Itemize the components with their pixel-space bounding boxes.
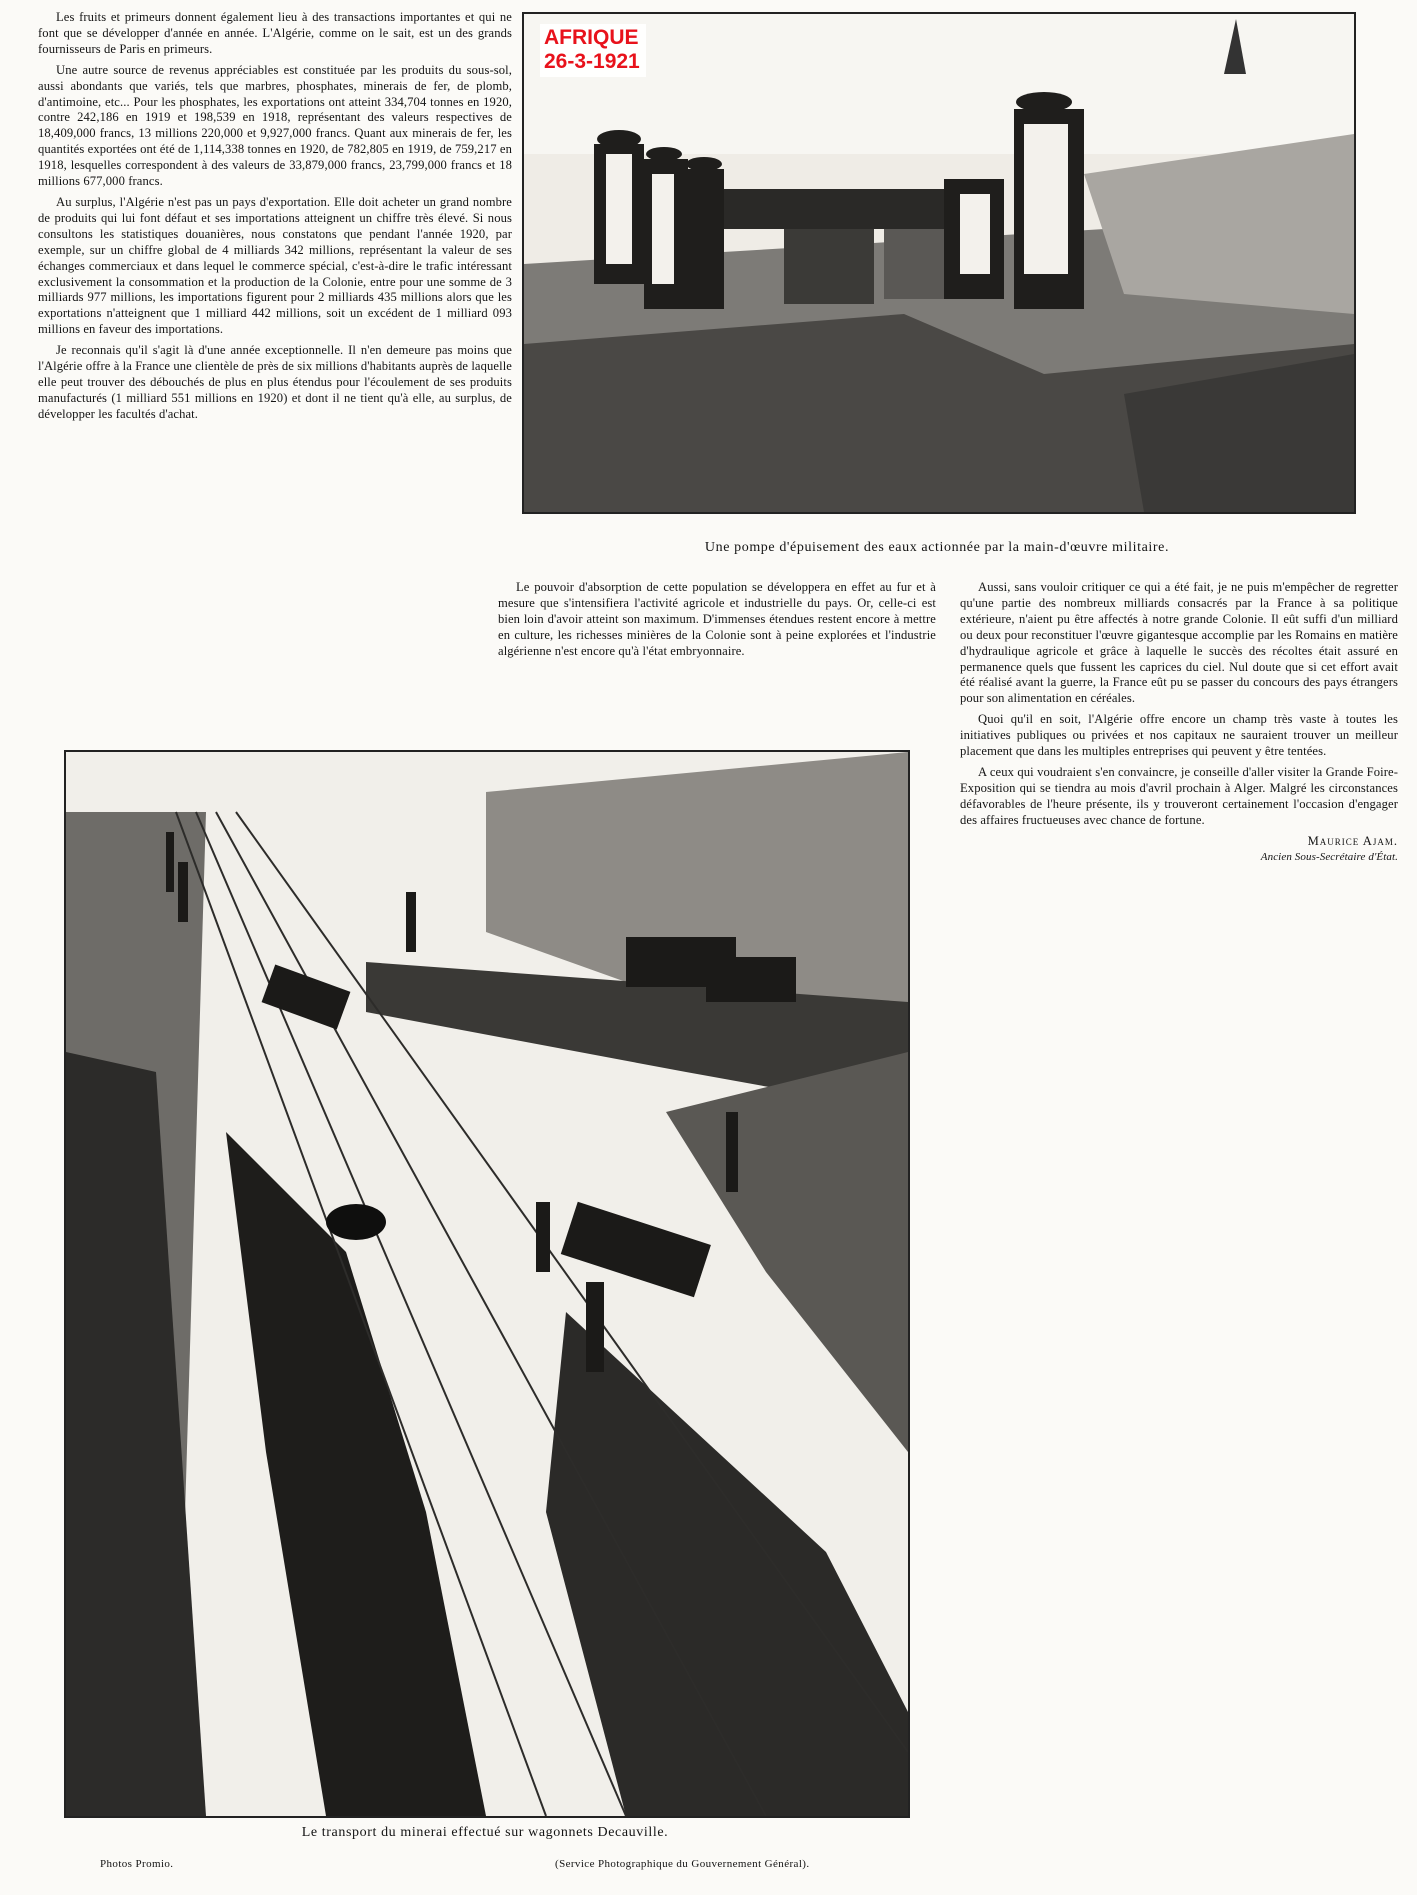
paragraph: Au surplus, l'Algérie n'est pas un pays d'exportation. Elle doit acheter un grand nombre de produits qui lui font défaut et ses importations atteignent un chiffre très élevé. Si nous consultons les statistiques douanières, nous constatons que pendant l'année 1920, par exemple, sur un chiffre global de 4 milliards 342 millions, représentant la valeur de ses échanges commerciaux et dans lequel le commerce spécial, c'est-à-dire le trafic intéressant exclusivement la consommation et la production de la Colonie, entre pour une somme de 3 milliards 977 millions, les importations figurent pour 2 milliards 435 millions alors que les exportations n'atteignent que 1 milliard 442 millions, soit un excédent de 1 milliard 093 millions en faveur des importations. — [38, 194, 512, 337]
paragraph: Une autre source de revenus appréciables est constituée par les produits du sous-sol, aussi abondants que variés, tels que marbres, phosphates, minerais de fer, de plomb, d'antimoine, etc... Pour les phosphates, les exportations ont atteint 334,704 tonnes en 1920, contre 242,186 en 1919 et 198,539 en 1918, représentant des valeurs respectives de 18,409,000 francs, 13 millions 220,000 et 9,927,000 francs. Quant aux minerais de fer, les quantités exportées ont été de 1,114,338 tonnes en 1920, de 782,805 en 1919, de 759,217 en 1918, lesquelles correspondent à des valeurs de 33,879,000 francs, 23,799,000 francs et 18 millions 677,000 francs. — [38, 62, 512, 189]
photo-ore-transport-image — [66, 752, 908, 1816]
paragraph: Je reconnais qu'il s'agit là d'une année exceptionnelle. Il n'en demeure pas moins que l'Algérie offre à la France une clientèle de près de six millions d'habitants auprès de laquelle elle peut trouver des débouchés de plus en plus étendus pour l'écoulement de ses produits manufacturés (1 milliard 551 millions en 1920) et dont il ne tient qu'à elle, au surplus, de développer les facultés d'achat. — [38, 343, 512, 421]
paragraph: Quoi qu'il en soit, l'Algérie offre encore un champ très vaste à toutes les initiatives publiques ou privées et nos capitaux ne sauraient trouver un meilleur placement que dans les multiples entreprises qui peuvent y être tentées. — [960, 712, 1398, 759]
stamp-line-2: 26-3-1921 — [544, 50, 640, 73]
author-title: Ancien Sous-Secrétaire d'État. — [1260, 850, 1398, 863]
photo-ore-transport — [64, 750, 910, 1818]
paragraph: A ceux qui voudraient s'en convaincre, je conseille d'aller visiter la Grande Foire-Exposition qui se tiendra au mois d'avril prochain à Alger. Malgré les circonstances défavorables de l'heure présente, ils y trouveront certainement l'occasion d'engager des affaires fructueuses avec chance de fortune. — [960, 764, 1398, 827]
paragraph: Aussi, sans vouloir critiquer ce qui a été fait, je ne puis m'empêcher de regretter qu'une partie des nombreux milliards consacrés par la France à sa politique extérieure, n'aient pu être affectés à notre grande Colonie. Il eût suffi d'un milliard ou deux pour reconstituer l'œuvre gigantesque accomplie par les Romains en matière d'hydraulique agricole et grâce à laquelle le succès des récoltes était assuré en permanence quels que fussent les caprices du ciel. Nul doute que si cet effort avait été réalisé avant la guerre, la France eût pu se passer du concours des pays étrangers pour son alimentation en céréales. — [960, 580, 1398, 706]
paragraph: Le pouvoir d'absorption de cette population se développera en effet au fur et à mesure que s'intensifiera l'activité agricole et industrielle du pays. Or, celle-ci est bien loin d'avoir atteint son maximum. D'immenses étendues restent encore à mettre en culture, les richesses minières de la Colonie sont à peine explorées et l'industrie algérienne n'est encore qu'à l'état embryonnaire. — [498, 580, 936, 658]
article-column-left — [38, 10, 512, 428]
caption-ore-transport: Le transport du minerai effectué sur wagonnets Decauville. — [301, 1825, 669, 1840]
caption-pump: Une pompe d'épuisement des eaux actionnée par la main-d'œuvre militaire. — [704, 540, 1170, 555]
article-column-right — [960, 580, 1398, 865]
article-column-middle — [498, 580, 936, 665]
photo-credit-right: (Service Photographique du Gouvernement Général). — [555, 1858, 810, 1870]
photo-credit-left: Photos Promio. — [100, 1858, 174, 1870]
photo-pump — [522, 12, 1356, 514]
author-name: Maurice Ajam. — [1307, 833, 1398, 848]
paragraph: Les fruits et primeurs donnent également lieu à des transactions importantes et qui ne font que se développer d'année en année. L'Algérie, comme on le sait, est un des grands fournisseurs de Paris en primeurs. — [38, 10, 512, 56]
photo-pump-image — [524, 14, 1354, 512]
stamp-line-1: AFRIQUE — [544, 26, 639, 49]
date-stamp — [540, 24, 646, 77]
